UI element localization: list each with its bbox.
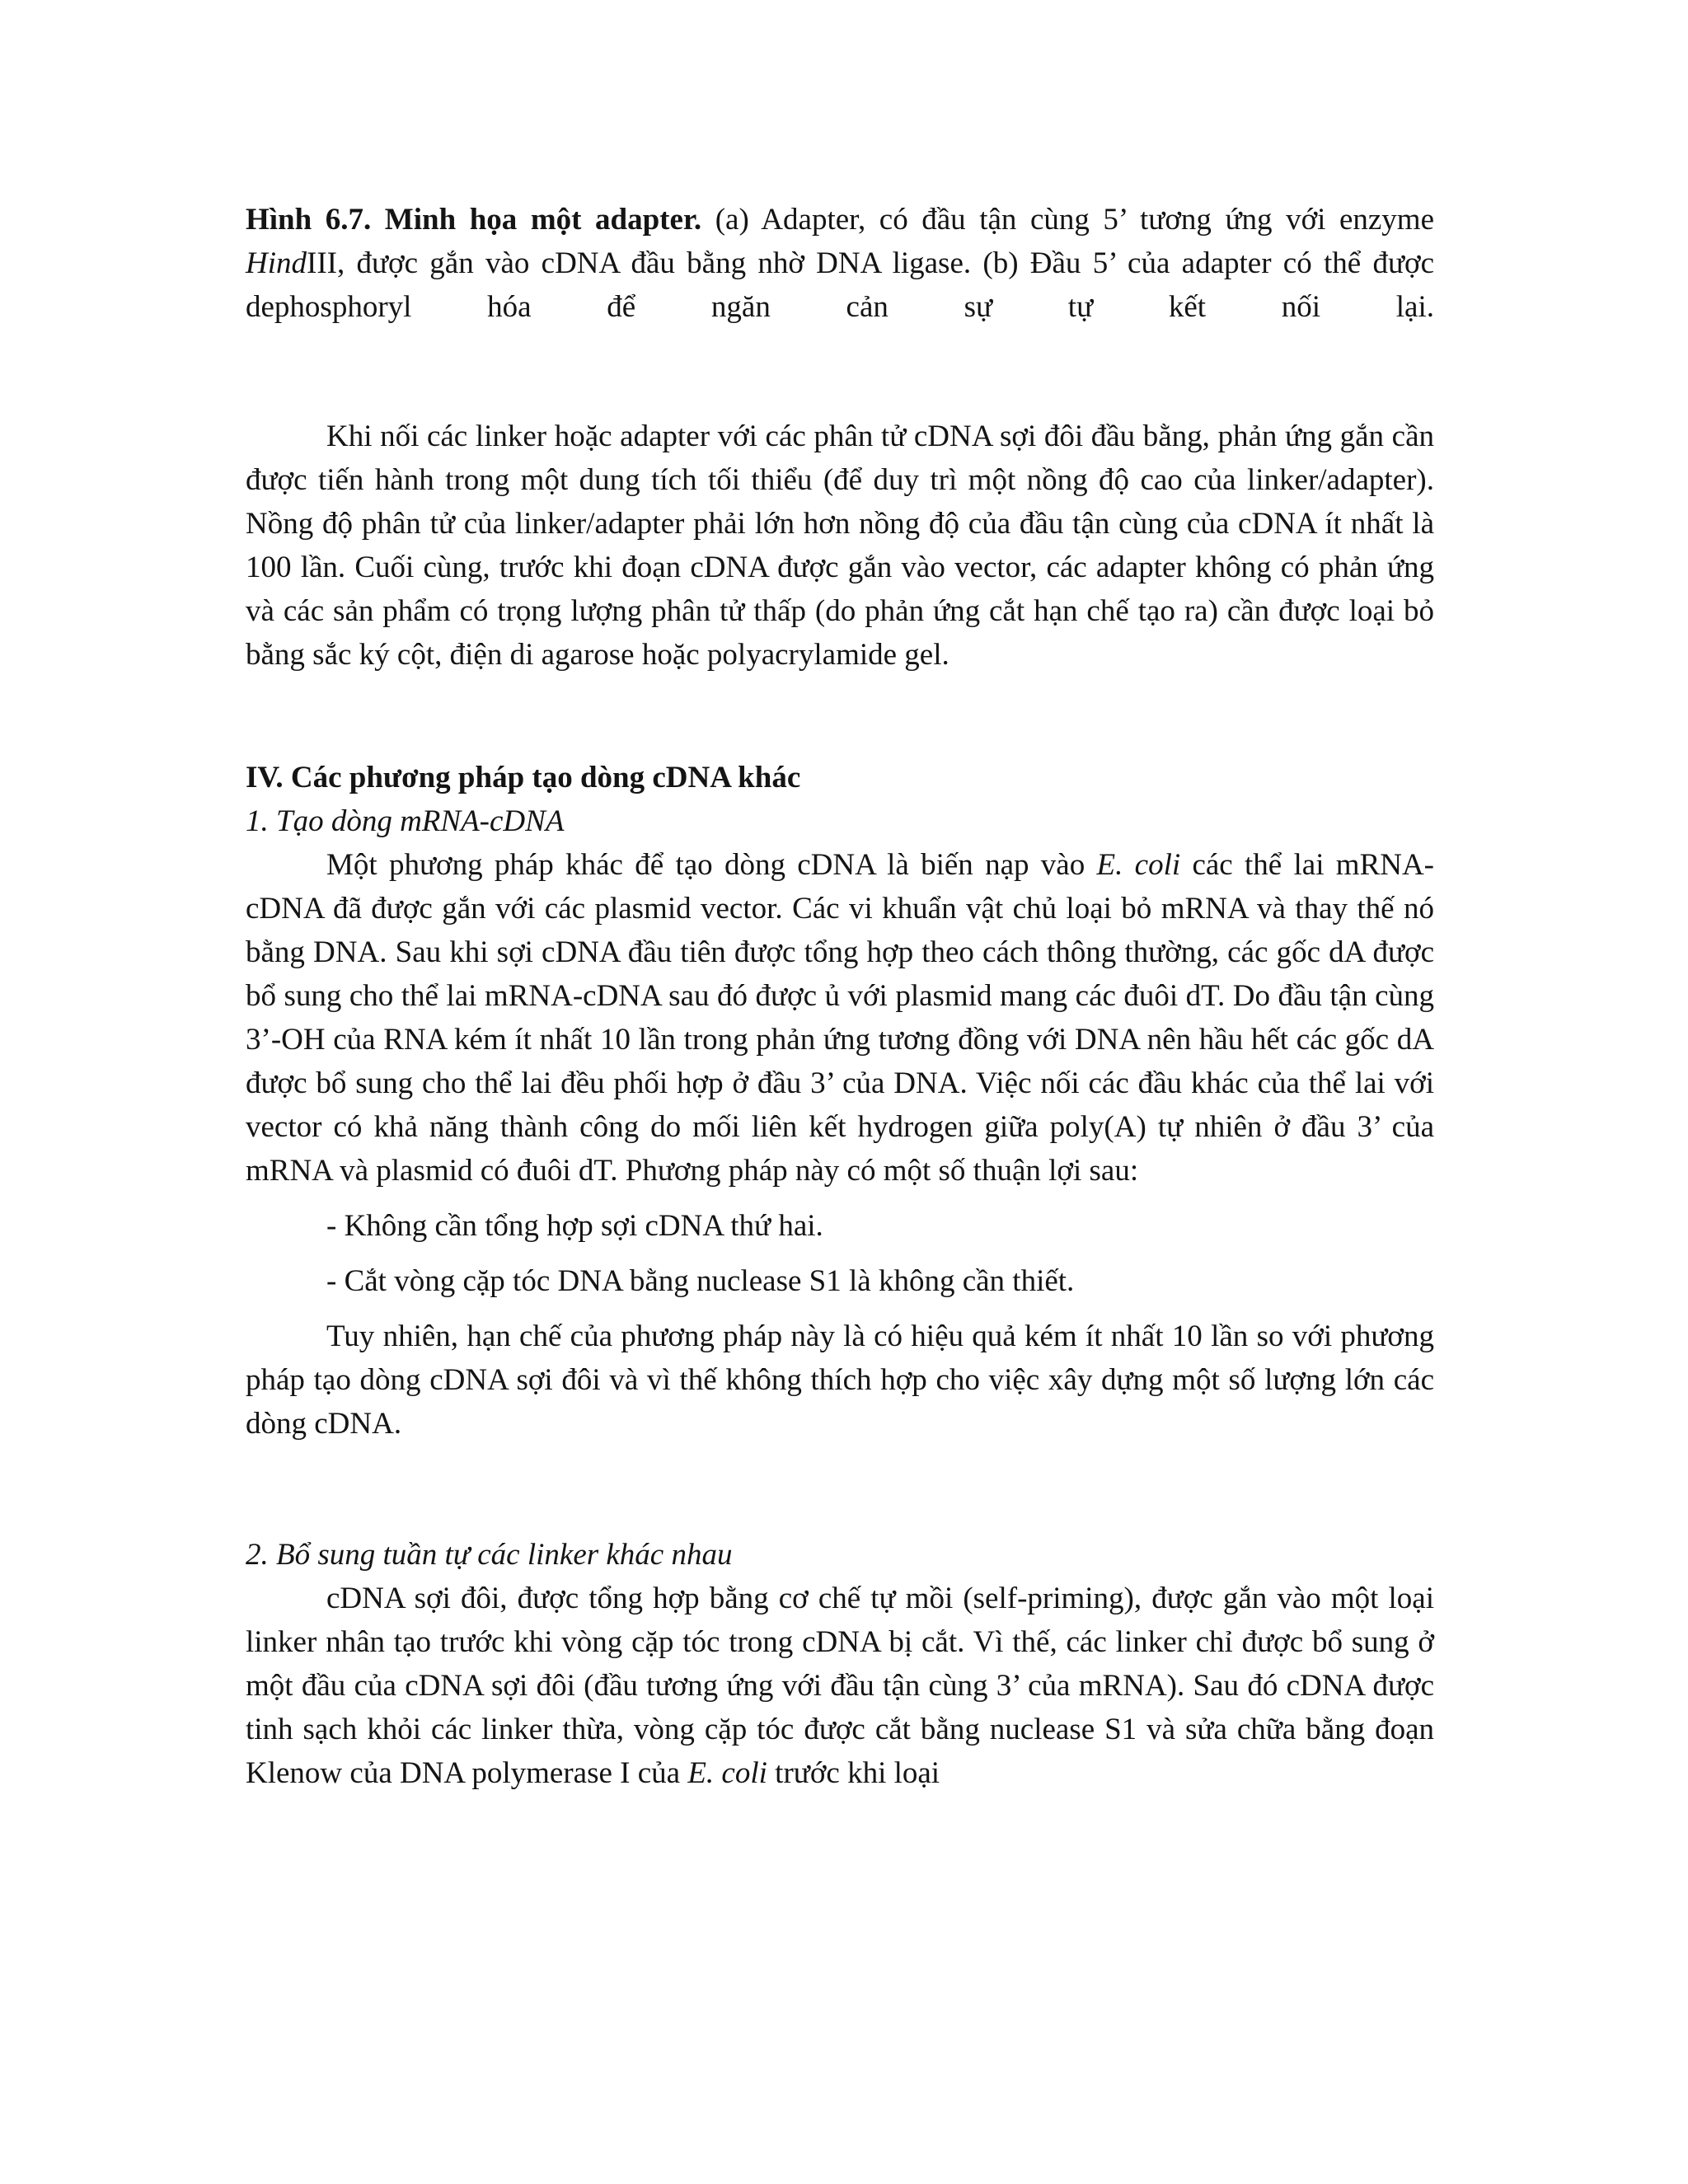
species-name: E. coli [1096, 848, 1181, 882]
paragraph-linker-adapter: Khi nối các linker hoặc adapter với các phân tử cDNA sợi đôi đầu bằng, phản ứng gắn cần được tiến hành trong một dung tích tối thiểu (để duy trì một nồng độ cao của linker/adapter). Nồng độ phân tử của linker/adapter phải lớn hơn nồng độ của đầu tận cùng của cDNA ít nhất là 100 lần. Cuối cùng, trước khi đoạn cDNA được gắn vào vector, các adapter không có phản ứng và các sản phẩm có trọng lượng phân tử thấp (do phản ứng cắt hạn chế tạo ra) cần được loại bỏ bằng sắc ký cột, điện di agarose hoặc polyacrylamide gel. [246, 419, 1434, 672]
paragraph-text: cDNA sợi đôi, được tổng hợp bằng cơ chế tự mồi (self-priming), được gắn vào một loại linker nhân tạo trước khi vòng cặp tóc trong cDNA bị cắt. Vì thế, các linker chỉ được bổ sung ở một đầu của cDNA sợi đôi (đầu tương ứng với đầu tận cùng 3’ của mRNA). Sau đó cDNA được tinh sạch khỏi các linker thừa, vòng cặp tóc được cắt bằng nuclease S1 và sửa chữa bằng đoạn Klenow của DNA polymerase I của [246, 1582, 1434, 1790]
caption-enzyme-suffix: III [307, 246, 337, 280]
list-item: - Không cần tổng hợp sợi cDNA thứ hai. [326, 1209, 823, 1243]
spacer [246, 1248, 1434, 1259]
paragraph-text: các thể lai mRNA-cDNA đã được gắn với các plasmid vector. Các vi khuẩn vật chủ loại bỏ mRNA và thay thế nó bằng DNA. Sau khi sợi cDNA đầu tiên được tổng hợp theo cách thông thường, các gốc dA được bổ sung cho thể lai mRNA-cDNA sau đó được ủ với plasmid mang các đuôi dT. Do đầu tận cùng 3’-OH của RNA kém ít nhất 10 lần trong phản ứng tương đồng với DNA nên hầu hết các gốc dA được bổ sung cho thể lai đều phối hợp ở đầu 3’ của DNA. Việc nối các đầu khác của thể lai với vector có khả năng thành công do mối liên kết hydrogen giữa poly(A) tự nhiên ở đầu 3’ của mRNA và plasmid có đuôi dT. Phương pháp này có một số thuận lợi sau: [246, 848, 1435, 1188]
spacer [246, 1193, 1434, 1204]
spacer [246, 329, 1434, 415]
subsection-title-2: 2. Bổ sung tuần tự các linker khác nhau [246, 1538, 733, 1572]
paragraph-text: Một phương pháp khác để tạo dòng cDNA là biến nạp vào [326, 848, 1097, 882]
figure-caption [246, 198, 1434, 329]
caption-enzyme: Hind [246, 246, 307, 280]
species-name: E. coli [687, 1756, 767, 1790]
paragraph-mrna-cdna [246, 843, 1434, 1193]
spacer [246, 677, 1434, 756]
paragraph-sequential-linkers [246, 1577, 1434, 1795]
section-title: IV. Các phương pháp tạo dòng cDNA khác [246, 761, 801, 794]
list-item: - Cắt vòng cặp tóc DNA bằng nuclease S1 là không cần thiết. [326, 1264, 1075, 1298]
paragraph-text: trước khi loại [767, 1756, 940, 1790]
subsection-title-1: 1. Tạo dòng mRNA-cDNA [246, 804, 565, 838]
document-page [246, 198, 1434, 1795]
caption-text-b: , được gắn vào cDNA đầu bằng nhờ DNA ligase. (b) Đầu 5’ của adapter có thể được dephosphoryl hóa để ngăn cản sự tự kết nối lại. [246, 246, 1434, 324]
caption-label: Hình 6.7. Minh họa một adapter. [246, 203, 702, 237]
spacer [246, 1303, 1434, 1315]
spacer [246, 1446, 1434, 1533]
caption-text-a: (a) Adapter, có đầu tận cùng 5’ tương ứng với enzyme [701, 203, 1434, 237]
paragraph-limitation: Tuy nhiên, hạn chế của phương pháp này là có hiệu quả kém ít nhất 10 lần so với phương pháp tạo dòng cDNA sợi đôi và vì thế không thích hợp cho việc xây dựng một số lượng lớn các dòng cDNA. [246, 1319, 1434, 1441]
